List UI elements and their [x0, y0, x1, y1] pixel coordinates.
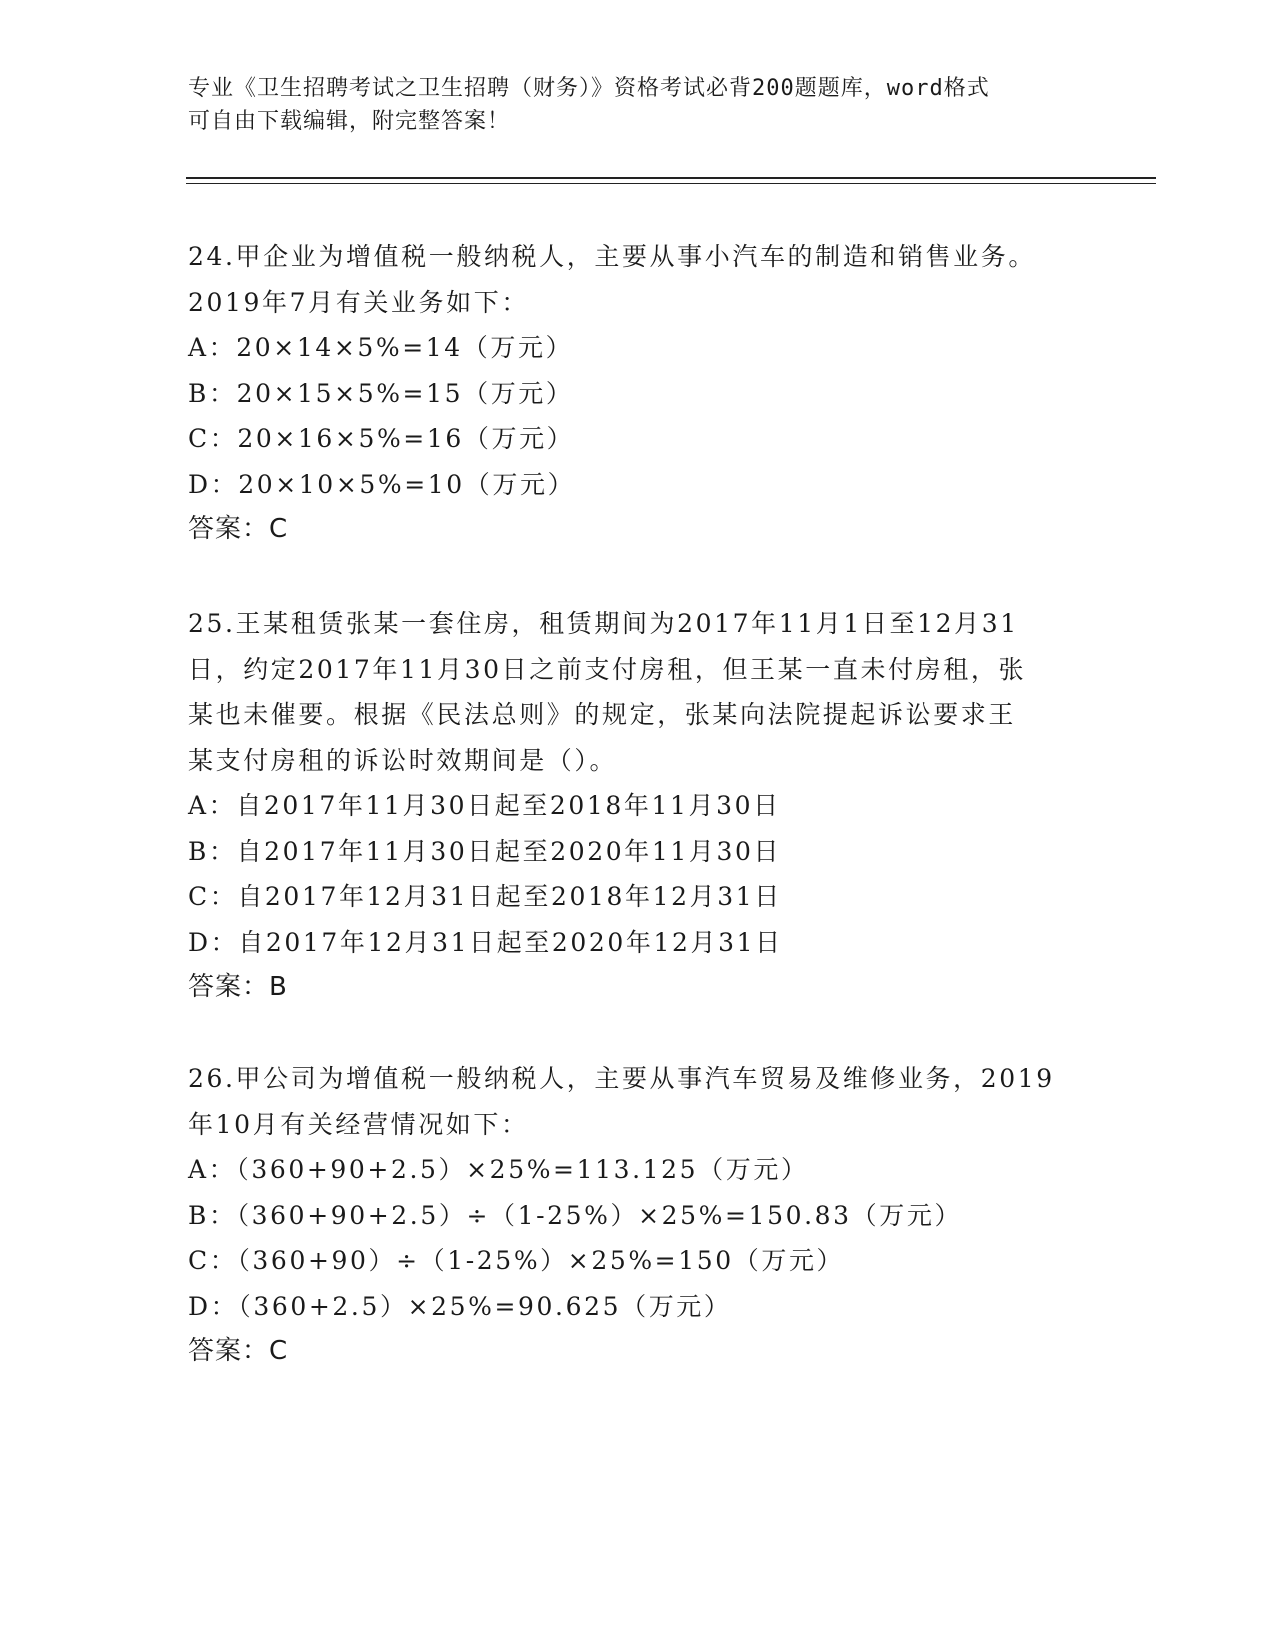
option-b: B：自2017年11月30日起至2020年11月30日 [188, 836, 782, 866]
question-stem-line: 26.甲公司为增值税一般纳税人，主要从事汽车贸易及维修业务，2019 [188, 1064, 1055, 1093]
question-stem-line: 25.王某租赁张某一套住房，租赁期间为2017年11月1日至12月31 [188, 609, 1019, 638]
header-divider-thick [186, 177, 1156, 179]
question-24 [188, 234, 1088, 553]
answer-label: 答案：B [188, 972, 288, 1002]
option-c: C：自2017年12月31日起至2018年12月31日 [188, 882, 782, 911]
option-d: D：（360+2.5）×25%=90.625（万元） [188, 1291, 732, 1321]
question-stem-line: 某支付房租的诉讼时效期间是（）。 [188, 745, 618, 775]
question-26 [188, 1056, 1088, 1375]
option-d: D：自2017年12月31日起至2020年12月31日 [188, 927, 783, 957]
option-a: A：自2017年11月30日起至2018年11月30日 [188, 791, 781, 820]
option-c: C：20×16×5%=16（万元） [188, 424, 575, 453]
option-a: A：（360+90+2.5）×25%=113.125（万元） [188, 1155, 809, 1184]
option-d: D：20×10×5%=10（万元） [188, 469, 576, 499]
option-c: C：（360+90）÷（1-25%）×25%=150（万元） [188, 1246, 845, 1275]
question-stem-line: 2019年7月有关业务如下： [188, 287, 529, 317]
header-line-1: 专业《卫生招聘考试之卫生招聘（财务）》资格考试必背200题题库，word格式 [188, 76, 990, 101]
option-b: B：20×15×5%=15（万元） [188, 378, 574, 408]
document-header [188, 72, 1088, 138]
option-a: A：20×14×5%=14（万元） [188, 333, 574, 362]
answer-label: 答案：C [188, 514, 289, 544]
answer-label: 答案：C [188, 1336, 289, 1366]
question-stem-line: 年10月有关经营情况如下： [188, 1109, 529, 1139]
header-line-2: 可自由下载编辑，附完整答案！ [188, 109, 511, 134]
question-stem-line: 24.甲企业为增值税一般纳税人，主要从事小汽车的制造和销售业务。 [188, 242, 1036, 271]
question-stem-line: 某也未催要。根据《民法总则》的规定，张某向法院提起诉讼要求王 [188, 700, 1017, 729]
question-stem-line: 日，约定2017年11月30日之前支付房租，但王某一直未付房租，张 [188, 654, 1027, 684]
header-divider-thin [186, 183, 1156, 184]
question-25 [188, 601, 1088, 1011]
option-b: B：（360+90+2.5）÷（1-25%）×25%=150.83（万元） [188, 1200, 963, 1230]
